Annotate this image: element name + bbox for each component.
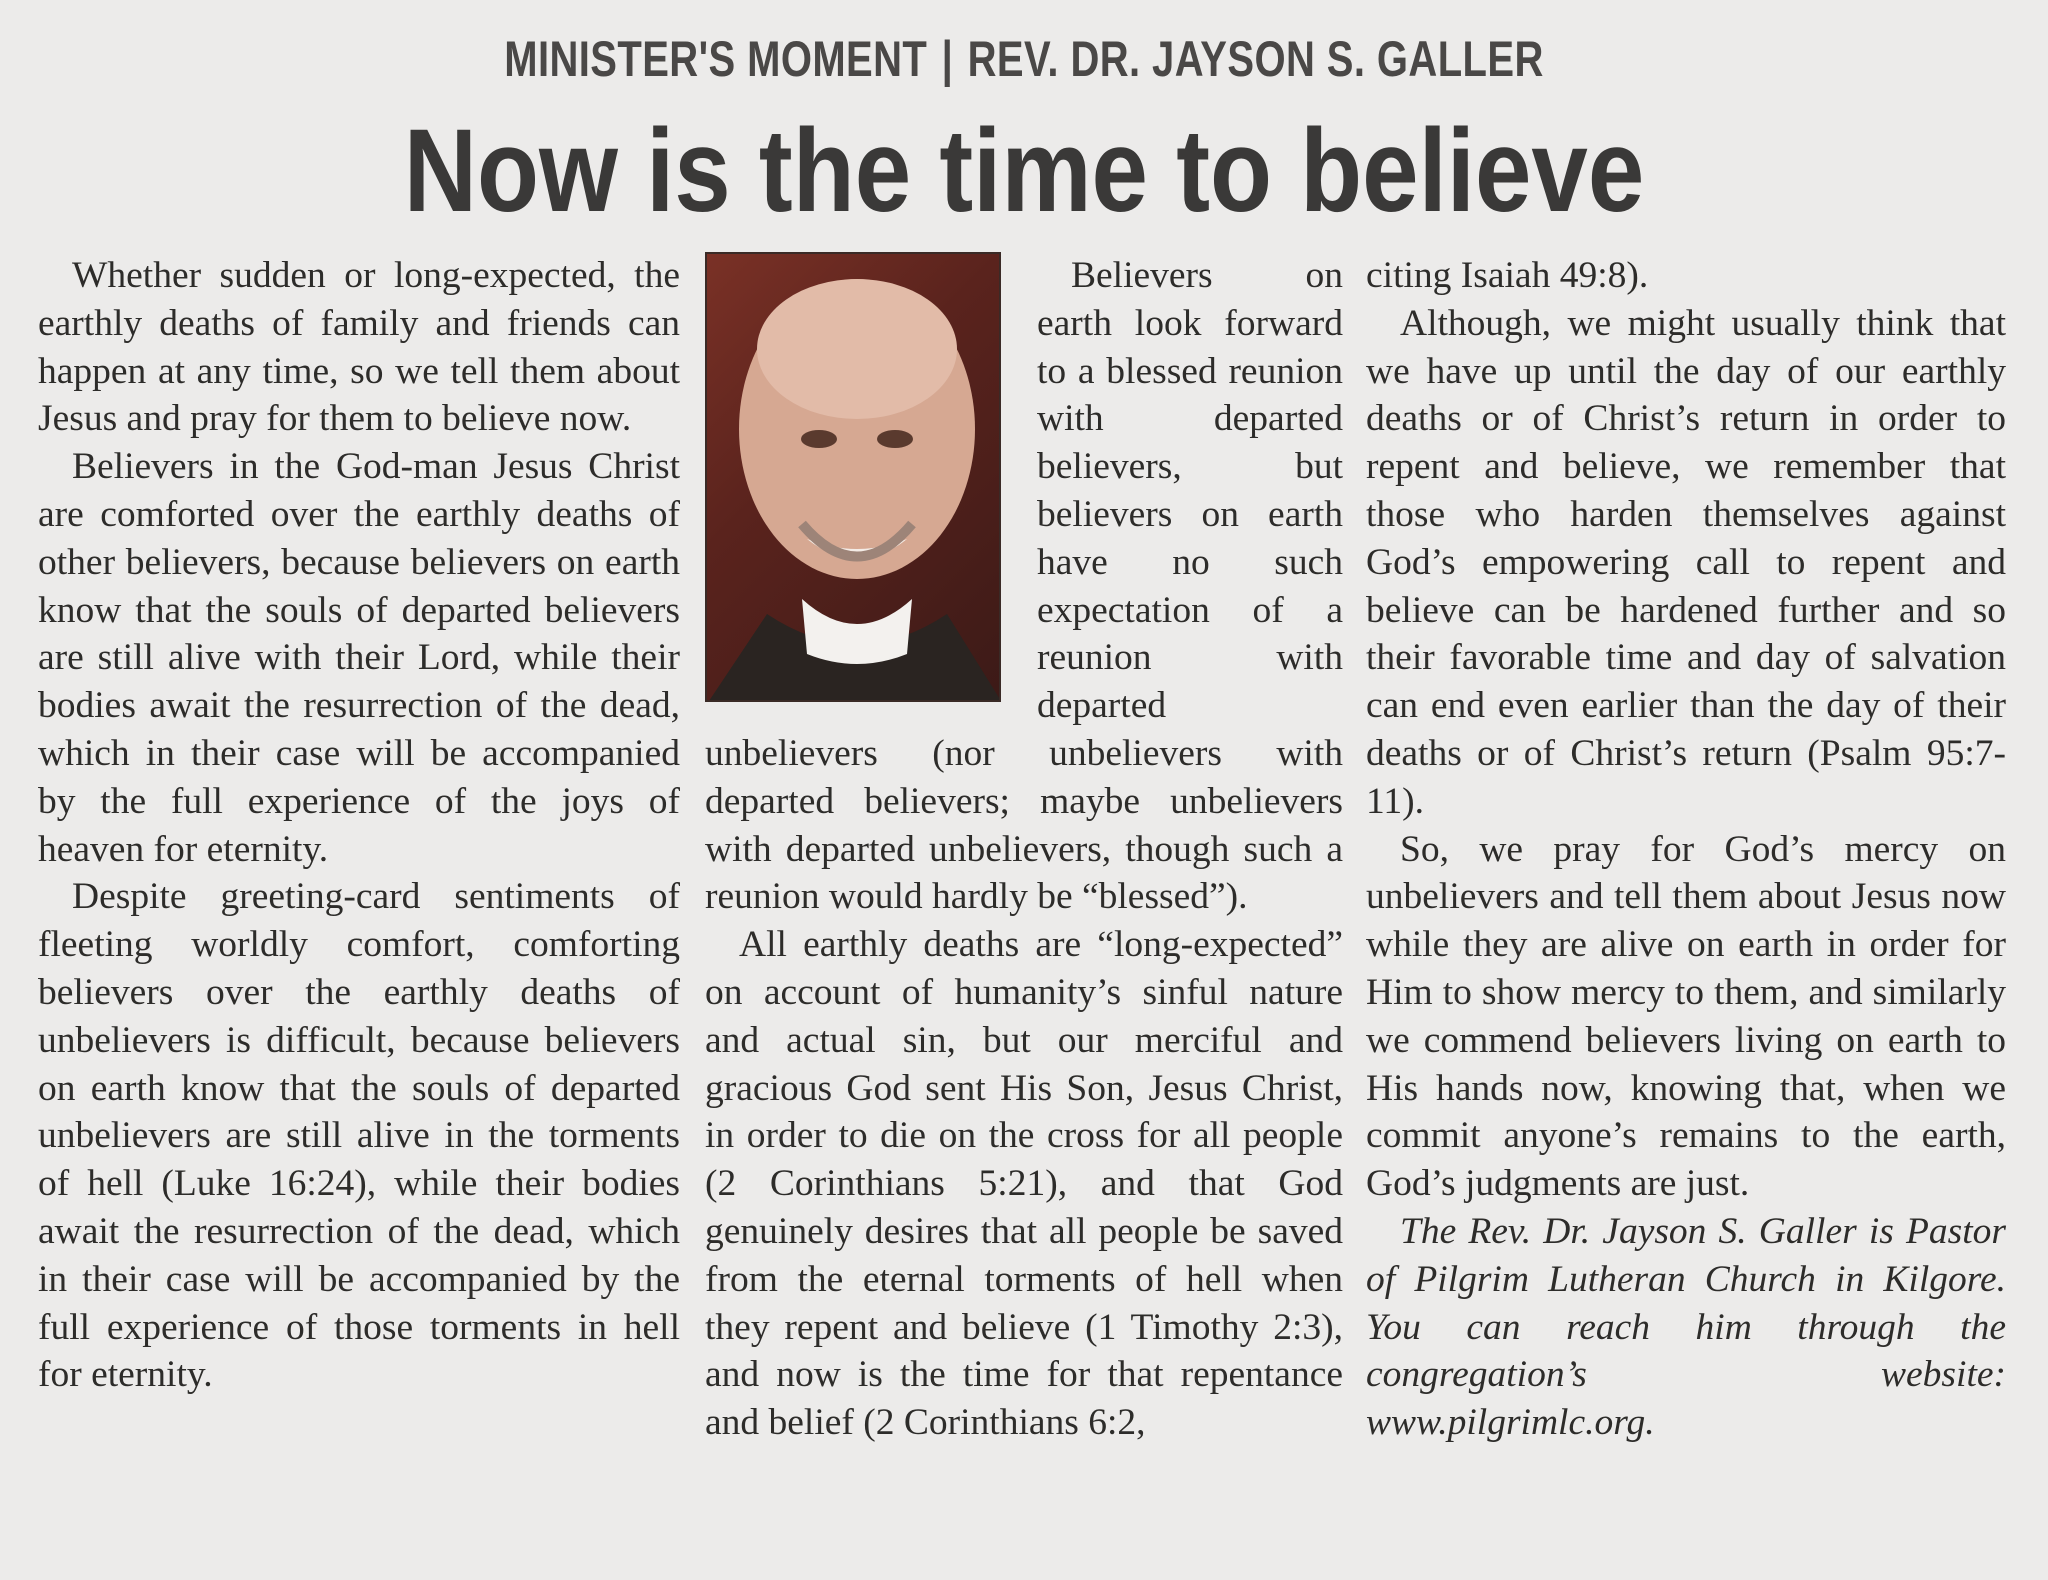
paragraph: Believers on earth look forward to a blessed reunion with departed believers, but believers on earth have no such expectation of a reunion with departed unbelievers (nor unbelievers with departed believers; maybe unbelievers with departed unbelievers, though such a reunion would hardly be “blessed”). [705, 255, 1343, 918]
paragraph: Although, we might usually think that we have up until the day of our earthly deaths or of Christ’s return in order to repent and believe, we remember that those who harden themselves against God’s empowering call to repent and believe can be hardened further and so their favorable time and day of salvation can end even earlier than the day of their deaths or of Christ’s return (Psalm 95:7-11). [1366, 302, 2006, 822]
section-label: MINISTER'S MOMENT [504, 31, 928, 87]
paragraph: So, we pray for God’s mercy on unbelievers and tell them about Jesus now while they are alive on earth in order for Him to show mercy to them, and similarly we commend believers living on earth to His hands now, knowing that, when we commit anyone’s remains to the earth, God’s judgments are just. [1366, 828, 2006, 1205]
article-column-1 [38, 252, 680, 1399]
author-photo [705, 252, 1001, 702]
article-column-2 [705, 252, 1343, 1447]
headline: Now is the time to believe [403, 105, 1645, 237]
section-kicker [205, 30, 1843, 88]
author-bio [1366, 1208, 2006, 1447]
article-column-3 [1366, 252, 2006, 1447]
author-bio-text: The Rev. Dr. Jayson S. Galler is Pastor of Pilgrim Lutheran Church in Kilgore. You can reach him through the congregation’s website: www.pilgrimlc.org. [1366, 1210, 2006, 1444]
paragraph: All earthly deaths are “long-expected” on account of humanity’s sinful nature and actual sin, but our merciful and gracious God sent His Son, Jesus Christ, in order to die on the cross for all people (2 Corinthians 5:21), and that God genuinely desires that all people be saved from the eternal torments of hell when they repent and believe (1 Timothy 2:3), and now is the time for that repentance and belief (2 Corinthians 6:2, [705, 924, 1343, 1444]
author-label: REV. DR. JAYSON S. GALLER [967, 31, 1544, 87]
paragraph: Despite greeting-card sentiments of fleeting worldly comfort, comforting believers over the earthly deaths of unbelievers is difficult, because believers on earth know that the souls of departed unbelievers are still alive in the torments of hell (Luke 16:24), while their bodies await the resurrection of the dead, which in their case will be accompanied by the full experience of those torments in hell for eternity. [38, 876, 680, 1396]
paragraph: citing Isaiah 49:8). [1366, 255, 1649, 296]
kicker-separator: | [941, 31, 954, 87]
author-portrait-icon [707, 254, 1001, 702]
paragraph: Whether sudden or long-expected, the earthly deaths of family and friends can happen at any time, so we tell them about Jesus and pray for them to believe now. [38, 255, 680, 440]
paragraph: Believers in the God-man Jesus Christ are comforted over the earthly deaths of other believers, because believers on earth know that the souls of departed believers are still alive with their Lord, while their bodies await the resurrection of the dead, which in their case will be accompanied by the full experience of the joys of heaven for eternity. [38, 446, 680, 870]
